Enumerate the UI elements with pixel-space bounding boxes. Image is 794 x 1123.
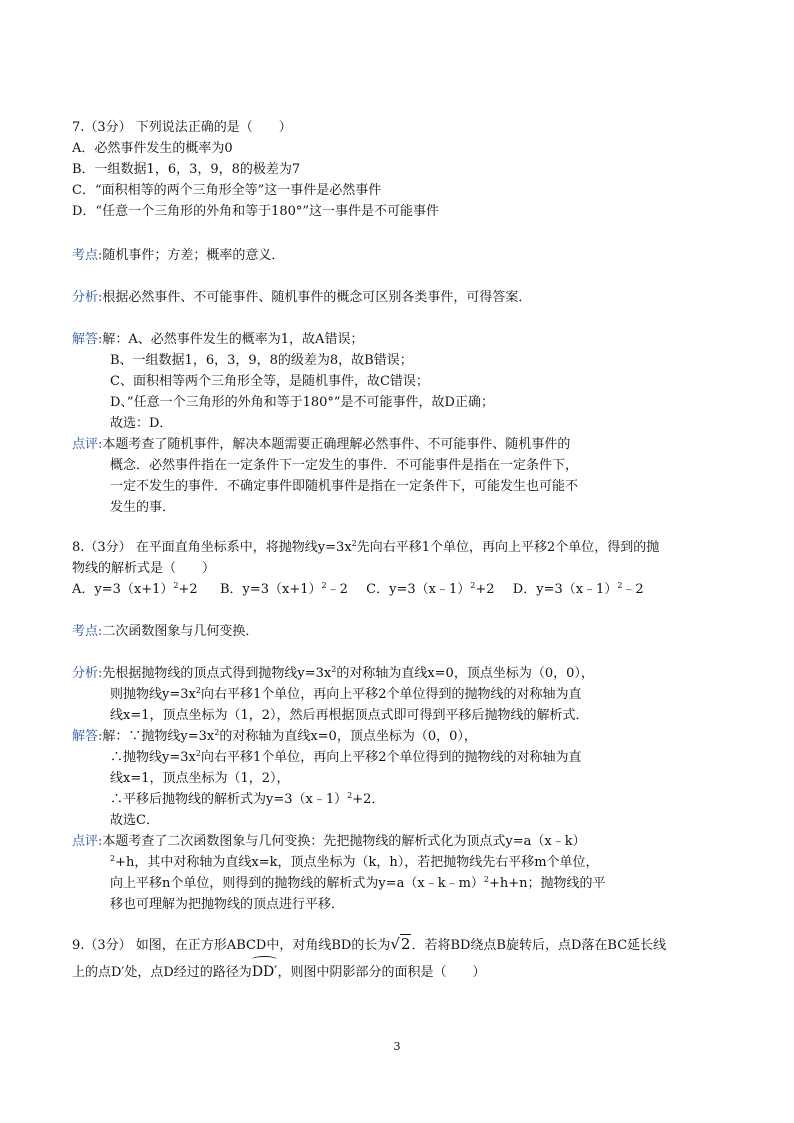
- dianping-label: 点评:: [72, 834, 103, 849]
- q8-options: [72, 580, 644, 600]
- q9-stem: 9.（3分） 如图，在正方形ABCD中，对角线BD的长为√2．若将BD绕点B旋转后，点D落在BC延长线: [72, 935, 667, 953]
- q7-kaodian: 考点:随机事件；方差；概率的意义．: [72, 248, 285, 263]
- q8-stem: 8.（3分） 在平面直角坐标系中，将抛物线$y=3x^2$先向右平移1个单位，再向上平移2个单位，得到的抛: [72, 539, 660, 555]
- q8-jieda-line: ∴抛物线$y=3x^2$向右平移1个单位，再向上平移2个单位得到的抛物线的对称轴为直: [110, 749, 582, 765]
- dianping-label: 点评:: [72, 437, 103, 452]
- q8-fenxi-line: 线x=1，顶点坐标为（1，2），然后再根据顶点式即可得到平移后抛物线的解析式．: [110, 708, 589, 723]
- q8-dianping-line: 向上平移n个单位，则得到的抛物线的解析式为y=a（x﹣k﹣m）$^2$+h+n；抛物线的平: [110, 875, 606, 891]
- page-number: 3: [393, 1040, 401, 1053]
- q8-option-d: D．y=3（x﹣1）$^2$﹣2: [512, 581, 644, 597]
- q7-dianping: 点评:本题考查了随机事件，解决本题需要正确理解必然事件、不可能事件、随机事件的: [72, 437, 571, 452]
- q7-stem: 7.（3分） 下列说法正确的是（ ）: [72, 120, 292, 135]
- fenxi-label: 分析:: [72, 666, 103, 681]
- q7-jieda-line: B、一组数据1，6，3，9，8的级差为8，故B错误；: [110, 353, 413, 368]
- jieda-label: 解答:: [72, 729, 103, 744]
- q7-option-b: B．一组数据1，6，3，9，8的极差为7: [72, 162, 301, 177]
- kaodian-label: 考点:: [72, 624, 103, 639]
- q8-jieda-line: 故选C．: [110, 813, 159, 828]
- q9-stem-line2: 上的点D′处，点D经过的路径为DD′，则图中阴影部分的面积是（ ）: [72, 958, 485, 983]
- q7-jieda-line: C、面积相等两个三角形全等，是随机事件，故C错误；: [110, 374, 429, 389]
- q7-option-a: A．必然事件发生的概率为0: [72, 141, 233, 156]
- kaodian-label: 考点:: [72, 248, 103, 263]
- q7-fenxi: 分析:根据必然事件、不可能事件、随机事件的概念可区别各类事件，可得答案．: [72, 290, 532, 305]
- q8-dianping: 点评:本题考查了二次函数图象与几何变换：先把抛物线的解析式化为顶点式y=a（x﹣k）: [72, 834, 586, 849]
- q8-option-c: C．y=3（x﹣1）$^2$+2: [366, 581, 495, 597]
- q8-jieda-line: ∴平移后抛物线的解析式为y=3（x﹣1）$^2$+2．: [110, 791, 385, 807]
- arc-dd-prime: DD′: [252, 958, 278, 982]
- q7-dianping-line: 一定不发生的事件．不确定事件即随机事件是指在一定条件下，可能发生也可能不: [110, 479, 579, 494]
- jieda-label: 解答:: [72, 332, 103, 347]
- q7-option-c: C．“面积相等的两个三角形全等”这一事件是必然事件: [72, 183, 382, 198]
- q7-jieda-line: 故选：D．: [110, 416, 173, 431]
- q7-dianping-line: 概念．必然事件指在一定条件下一定发生的事件．不可能事件是指在一定条件下，: [110, 458, 579, 473]
- q8-fenxi-line: 则抛物线$y=3x^2$向右平移1个单位，再向上平移2个单位得到的抛物线的对称轴为直: [110, 686, 582, 702]
- q7-jieda: 解答:解：A、必然事件发生的概率为1，故A错误；: [72, 332, 364, 347]
- fenxi-label: 分析:: [72, 290, 103, 305]
- q8-dianping-line: 移也可理解为把抛物线的顶点进行平移．: [110, 897, 345, 912]
- q7-option-d: D．“任意一个三角形的外角和等于180°”这一事件是不可能事件: [72, 204, 440, 219]
- q8-option-a: A．$y=3(x+1)^2+2$: [72, 581, 198, 597]
- q8-dianping-line: $^2$+h，其中对称轴为直线x=k，顶点坐标为（k，h），若把抛物线先右平移m个单位，: [110, 854, 599, 870]
- q7-dianping-line: 发生的事．: [110, 500, 176, 515]
- sqrt-two: √2: [390, 935, 411, 953]
- q8-option-b: B．$y=3(x+1)^2﹣2$: [219, 581, 348, 597]
- q8-jieda: 解答:解：∵抛物线$y=3x^2$的对称轴为直线x=0，顶点坐标为（0，0），: [72, 728, 477, 744]
- q8-kaodian: 考点:二次函数图象与几何变换．: [72, 624, 259, 639]
- q8-jieda-line: 线x=1，顶点坐标为（1，2），: [110, 771, 290, 786]
- q8-fenxi: 分析:先根据抛物线的顶点式得到抛物线$y=3x^2$的对称轴为直线x=0，顶点坐标为（0，0），: [72, 665, 594, 681]
- q7-jieda-line: D、”任意一个三角形的外角和等于180°”是不可能事件，故D正确；: [110, 395, 494, 410]
- q8-stem-line2: 物线的解析式是（ ）: [72, 561, 216, 576]
